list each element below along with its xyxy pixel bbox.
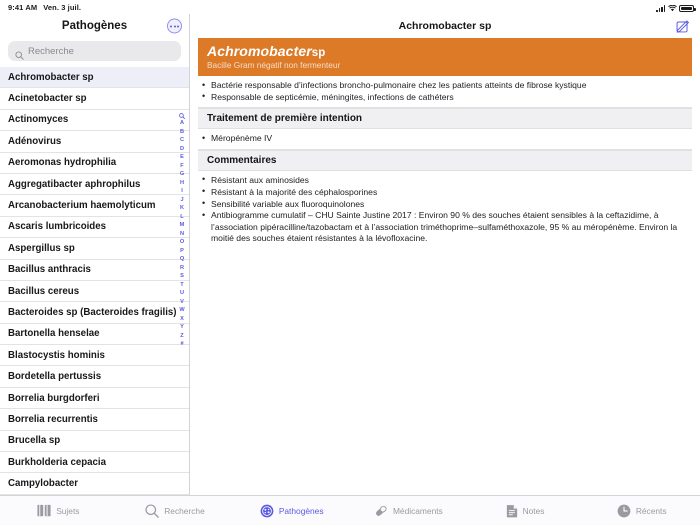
book-icon [37,504,51,517]
list-item[interactable]: Borrelia recurrentis [0,409,189,430]
bottom-tab-bar[interactable] [0,495,700,525]
tab-label: Notes [522,505,545,516]
index-letter[interactable]: L [180,213,184,220]
search-icon [15,47,24,56]
tab-rcents[interactable] [583,504,700,518]
index-letter[interactable]: U [179,290,185,297]
bullet-item: • Bactérie responsable d’infections broncho-pulmonaire chez les patients atteints de fibrose kystique [198,80,692,91]
hero-bullet-list [198,76,692,107]
status-bar-left [8,3,81,12]
pathogen-subtitle: Bacille Gram négatif non fermenteur [207,60,341,70]
list-item[interactable]: Bacillus anthracis [0,260,189,281]
index-letter[interactable]: D [179,145,185,152]
tab-label: Sujets [56,505,80,516]
section-heading: Traitement de première intention [198,108,692,129]
index-letter[interactable]: A [179,120,185,127]
index-letter[interactable]: P [180,247,184,254]
index-letter[interactable]: S [180,273,184,280]
page-title: Achromobacter sp [398,20,492,32]
index-letter[interactable]: Q [179,256,185,263]
bullet-item: • Antibiogramme cumulatif – CHU Sainte Justine 2017 : Environ 90 % des souches étaient sensibles à la ceftazidime, à l’association pipéracilline/tazobactam et à l’association triméthoprime–sulfaméthoxazole, 95 % au méropénème. Environ la moitié des souches étaient résistantes à la lévofloxacine. [198,210,692,244]
alphabet-index[interactable] [176,112,188,348]
pathogen-list[interactable] [0,67,189,495]
detail-pane [190,14,700,495]
status-date: Ven. 3 juil. [43,2,82,12]
compose-icon[interactable] [676,19,690,33]
list-item[interactable]: Achromobacter sp [0,67,189,88]
list-item[interactable]: Arcanobacterium haemolyticum [0,195,189,216]
list-item[interactable]: Burkholderia cepacia [0,452,189,473]
tab-label: Pathogènes [278,505,324,516]
index-letter[interactable]: O [179,239,185,246]
pathogen-hero-banner [198,38,692,76]
list-item[interactable]: Acinetobacter sp [0,88,189,109]
tab-label: Recherche [164,505,205,516]
tab-notes[interactable] [467,504,584,518]
list-item[interactable]: Campylobacter [0,473,189,494]
index-letter[interactable]: H [179,179,185,186]
section-body [198,129,692,149]
tab-pathognes[interactable] [233,504,350,518]
hero-description-panel [198,76,692,108]
note-icon [506,504,518,518]
tab-label: Récents [635,505,667,516]
index-letter[interactable]: R [179,264,185,271]
detail-header [190,14,700,38]
status-time: 9:41 AM [8,2,38,12]
pathogen-species: sp [311,47,326,59]
section-bullet-list [198,171,692,249]
index-letter[interactable]: Z [180,332,184,339]
sidebar-search-container [0,38,189,67]
tab-sujets[interactable] [0,504,117,517]
tab-recherche[interactable] [117,504,234,518]
bullet-item: • Résistant à la majorité des céphalosporines [198,187,692,198]
search-icon [145,504,159,518]
index-letter[interactable]: X [180,315,184,322]
index-letter[interactable]: N [179,230,185,237]
tab-label: Médicaments [392,505,443,516]
list-item[interactable]: Bacillus cereus [0,281,189,302]
index-letter[interactable]: W [179,307,185,314]
index-letter[interactable]: Y [180,324,184,331]
pathogen-name [207,43,683,59]
detail-sections [198,108,692,248]
section-body [198,171,692,249]
bullet-item: • Résistant aux aminosides [198,175,692,186]
list-item[interactable]: Brucella sp [0,431,189,452]
cellular-signal-icon [656,5,665,12]
search-placeholder: Recherche [28,45,74,57]
index-letter[interactable]: J [180,196,184,203]
status-bar-right [656,0,694,14]
index-letter[interactable]: I [181,188,183,195]
list-item[interactable]: Blastocystis hominis [0,345,189,366]
index-letter[interactable]: M [179,222,185,229]
search-input[interactable] [8,41,181,61]
sidebar-title: Pathogènes [61,20,128,32]
list-item[interactable]: Aspergillus sp [0,238,189,259]
index-letter[interactable]: T [180,281,184,288]
index-letter[interactable]: E [180,154,184,161]
sidebar [0,14,190,495]
clock-icon [617,504,631,518]
microbe-icon [260,504,274,518]
list-item[interactable]: Aeromonas hydrophilia [0,153,189,174]
status-bar [0,0,700,14]
list-item[interactable]: Ascaris lumbricoides [0,217,189,238]
list-item[interactable]: Bacteroides sp (Bacteroides fragilis) [0,302,189,323]
index-search-icon[interactable] [179,112,185,119]
detail-content [190,38,700,495]
list-item[interactable]: Adénovirus [0,131,189,152]
index-letter[interactable]: B [179,128,185,135]
index-letter[interactable]: C [179,137,185,144]
list-item[interactable]: Bartonella henselae [0,324,189,345]
pathogen-genus: Achromobacter [207,43,312,59]
tab-mdicaments[interactable] [350,504,467,518]
list-item[interactable]: Actinomyces [0,110,189,131]
list-item[interactable]: Bordetella pertussis [0,366,189,387]
index-letter[interactable]: K [179,205,185,212]
index-letter[interactable]: # [180,341,184,348]
wifi-icon [668,5,677,12]
list-item[interactable]: Aggregatibacter aphrophilus [0,174,189,195]
split-view [0,14,700,495]
bullet-item: • Responsable de septicémie, méningites, infections de cathéters [198,92,692,103]
sidebar-header [0,14,189,38]
bullet-item: • Sensibilité variable aux fluoroquinolones [198,199,692,210]
battery-icon [679,5,694,12]
index-letter[interactable]: G [179,171,185,178]
bullet-item: • Méropénème IV [198,133,692,144]
index-letter[interactable]: F [180,162,184,169]
section-bullet-list [198,129,692,148]
ellipsis-circle-icon[interactable] [167,19,182,34]
list-item[interactable]: Borrelia burgdorferi [0,388,189,409]
section-heading: Commentaires [198,150,692,171]
index-letter[interactable]: V [180,298,184,305]
pill-icon [374,504,388,518]
